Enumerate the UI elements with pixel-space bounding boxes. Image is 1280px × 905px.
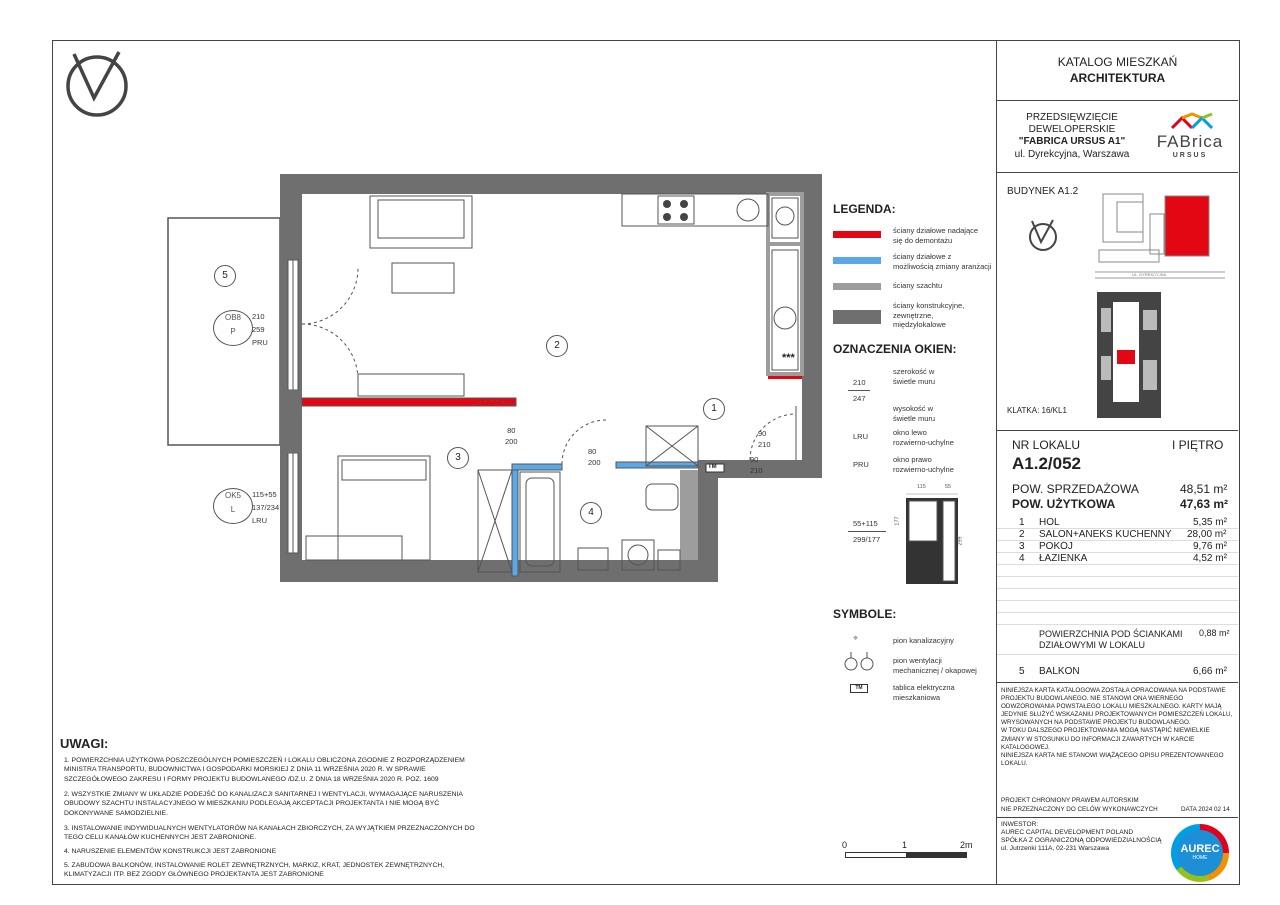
room-row: 1 <box>1019 517 1025 528</box>
fabrica-logo-text: FABrica <box>1156 132 1224 151</box>
door-dim-2 <box>588 446 601 468</box>
window-tag-1-open: PRU <box>252 338 268 347</box>
tm-label: TM <box>708 464 717 470</box>
divider <box>997 817 1238 818</box>
legend-text-1 <box>893 226 978 245</box>
divider <box>997 100 1238 101</box>
project-line1: PRZEDSIĘWZIĘCIE <box>1026 112 1118 123</box>
notes-title: UWAGI: <box>60 736 109 751</box>
aurec-logo-text: AUREC <box>1180 843 1220 855</box>
balcony-area: 6,66 m² <box>1193 666 1227 677</box>
aurec-logo-sub: HOME <box>1192 855 1208 861</box>
room-row: HOL <box>1039 517 1060 528</box>
legend-line: okno prawo <box>893 455 932 464</box>
door-w: 80 <box>507 426 516 435</box>
door-w: 80 <box>588 447 597 456</box>
sample-height: 247 <box>853 394 866 403</box>
ventilation-icon <box>839 650 879 674</box>
room-number-4: 4 <box>580 502 602 524</box>
note-3: 3. INSTALOWANIE INDYWIDUALNYCH WENTYLATORÓW NA KANAŁACH ZBIORCZYCH, ZA WYJĄTKIEM PRZEZNACZONYCH DO TEGO CELU KANAŁÓW KUCHENNYCH JEST ZABRONIONE. <box>64 825 475 842</box>
legend-line: rozwierno-uchylne <box>893 437 954 447</box>
window-elevation-icon <box>900 486 980 590</box>
legend-swatch-shaft <box>833 283 881 290</box>
project-line4: ul. Dyrekcyjna, Warszawa <box>1014 149 1130 160</box>
sale-area-value: 48,51 m² <box>1180 482 1228 496</box>
electric-panel-icon: TM <box>850 684 868 693</box>
investor-label: INWESTOR: <box>1001 821 1039 828</box>
floor-key-plan <box>1093 290 1165 420</box>
legend-line: szerokość w <box>893 367 935 376</box>
door-h: 200 <box>588 458 601 467</box>
building-label: BUDYNEK A1.2 <box>1007 186 1079 197</box>
window-dim-299: 299 <box>957 536 964 546</box>
copyright-1: PROJEKT CHRONIONY PRAWEM AUTORSKIM <box>1001 797 1139 804</box>
divider <box>997 682 1238 683</box>
balcony-name: BALKON <box>1039 666 1080 677</box>
investor-line2: SPÓŁKA Z OGRANICZONĄ ODPOWIEDZIALNOŚCIĄ <box>1001 837 1162 844</box>
divider <box>997 430 1238 431</box>
door-w: 90 <box>758 429 767 438</box>
room-row: 5,35 m² <box>1193 517 1227 528</box>
partition-label-1: POWIERZCHNIA POD ŚCIANKAMI <box>1039 629 1183 639</box>
note-5: 5. ZABUDOWA BALKONÓW, INSTALOWANIE ROLET ZEWNĘTRZNYCH, MARKIZ, KRAT, JEDNOSTEK ZEWNĘTRZNYCH, KLIMATYZACJI ITP. BEZ ZGODY GŁÓWNEGO PROJEKTANTA JEST ZABRONIONE <box>64 862 445 879</box>
legend-line: świetle muru <box>893 376 936 386</box>
project-line2: DEWELOPERSKIE <box>1028 124 1116 135</box>
legend-text-3: ściany szachtu <box>893 281 943 290</box>
note-4: 4. NARUSZENIE ELEMENTÓW KONSTRUKCJI JEST ZABRONIONE <box>64 848 277 855</box>
legend-line: możliwością zmiany aranżacji <box>893 261 992 271</box>
door-h: 210 <box>750 466 763 475</box>
room-number-3: 3 <box>447 447 469 469</box>
legend-line: okno lewo <box>893 428 927 437</box>
street-label: UL. DYREKCYJNA <box>1132 272 1167 277</box>
room-number-5: 5 <box>214 265 236 287</box>
sample-width: 210 <box>853 378 866 387</box>
scale-2: 2m <box>960 840 973 850</box>
investor-line1: AUREC CAPITAL DEVELOPMENT POLAND <box>1001 829 1134 836</box>
room-row: 4,52 m² <box>1193 553 1227 564</box>
legend-line: ściany konstrukcyjne, <box>893 301 965 310</box>
disclaimer-line: WRYSOWANYCH NA PODSTAWIE PROJEKTU BUDOWLANEGO. <box>1001 719 1191 727</box>
unit-nr-label: NR LOKALU <box>1012 438 1081 452</box>
legend-line: zewnętrzne, <box>893 310 934 320</box>
door-h: 200 <box>505 437 518 446</box>
window-tag-type: L <box>230 505 236 514</box>
legend-line: mieszkaniowa <box>893 692 941 702</box>
investor-line3: ul. Jutrzenki 111A, 02-231 Warszawa <box>1001 845 1109 852</box>
project-line3: "FABRICA URSUS A1" <box>1018 136 1126 147</box>
compass-logo-icon <box>64 48 134 118</box>
fabrica-logo-icon <box>1167 112 1217 132</box>
sample-divider <box>848 390 870 391</box>
disclaimer <box>1001 687 1237 768</box>
disclaimer-line: LOKALU. <box>1001 759 1028 767</box>
legend-title: LEGENDA: <box>833 202 896 216</box>
aurec-logo-icon <box>1171 824 1229 882</box>
disclaimer-line: PROJEKTU BUDOWLANEGO. NIE STANOWI ONA WIERNEGO <box>1001 695 1184 703</box>
note-2: 2. WSZYSTKIE ZMIANY W UKŁADZIE PODEJŚĆ DO KANALIZACJI SANITARNEJ I WENTYLACJI, WYMAGAJĄCE NARUSZENIA OBUDOWY SZACHTU INSTALACYJNEGO W MIESZKANIU PODLEGAJĄ AKCEPTACJI PROJEKTANTA I NIE MOGĄ BYĆ DOKONYWANE SAMODZIELNIE. <box>64 791 463 817</box>
room-row: POKÓJ <box>1039 541 1073 552</box>
symbols-title: SYMBOLE: <box>833 607 897 621</box>
door-w: 90 <box>750 455 759 464</box>
legend-swatch-structural <box>833 310 881 324</box>
unit-floor: I PIĘTRO <box>1172 438 1224 452</box>
disclaimer-line: ODWZOROWANIA POWSTAŁEGO LOKALU MIESZKALNEGO. KARTY MAJĄ <box>1001 703 1222 711</box>
room-row: 28,00 m² <box>1187 529 1227 540</box>
sale-area-label: POW. SPRZEDAŻOWA <box>1012 482 1139 496</box>
window-tag-1 <box>213 310 253 346</box>
legend-text-4 <box>893 301 964 330</box>
pru-code: PRU <box>853 460 869 469</box>
room-row: 9,76 m² <box>1193 541 1227 552</box>
partition-value: 0,88 m² <box>1199 628 1230 638</box>
room-row: 3 <box>1019 541 1025 552</box>
window-tag-1-h: 259 <box>252 325 265 334</box>
partition-label-2: DZIAŁOWYMI W LOKALU <box>1039 640 1146 650</box>
lru-code: LRU <box>853 432 869 441</box>
window-dim-177: 177 <box>894 516 901 526</box>
legend-line: ściany działowe nadające <box>893 226 979 235</box>
room-number-2: 2 <box>546 335 568 357</box>
legend-line: tablica elektryczna <box>893 683 955 692</box>
drain-pipe-icon: ⌖ <box>853 633 859 643</box>
disclaimer-line: KATALOGOWEJ. <box>1001 743 1050 751</box>
note-1: 1. POWIERZCHNIA UŻYTKOWA POSZCZEGÓLNYCH POMIESZCZEŃ I LOKALU OBLICZONA ZGODNIE Z ROZPORZĄDZENIEM MINISTRA TRANSPORTU, BUDOWNICTWA I GOSPODARKI MORSKIEJ Z DNIA 11 WRZEŚNIA 2020 R. W SPRAWIE SZCZEGÓŁOWEGO ZAKRESU I FORMY PROJEKTU BUDOWLANEGO /DZ.U. Z DNIA 18 WRZEŚNIA 2020 R. POZ. 1609 <box>64 757 465 783</box>
room-row: ŁAZIENKA <box>1039 553 1088 564</box>
window-dim-115: 115 <box>917 484 926 490</box>
right-panel <box>997 40 1240 885</box>
door-dim-3 <box>758 428 771 450</box>
pru-label <box>893 455 954 474</box>
window-tag-2-open: LRU <box>252 516 268 525</box>
scale-0: 0 <box>842 840 848 850</box>
door-dim-1 <box>505 425 518 447</box>
window-tag-2-w: 115+55 <box>252 490 277 499</box>
legend-line: rozwierno-uchylne <box>893 464 954 474</box>
scale-1: 1 <box>902 840 908 850</box>
symbol-text-3 <box>893 683 955 702</box>
legend-line: ściany działowe z <box>893 252 952 261</box>
door-dim-4 <box>750 454 763 476</box>
compass-small-icon <box>1027 218 1061 252</box>
door-h: 210 <box>758 440 771 449</box>
window-tag-1-w: 210 <box>252 312 265 321</box>
height-label <box>893 404 935 423</box>
disclaimer-line: NINIEJSZA KARTA KATALOGOWA ZOSTAŁA OPRACOWANA NA PODSTAWIE <box>1001 687 1226 694</box>
window-dims-2: 299/177 <box>853 535 881 544</box>
usable-area-label: POW. UŻYTKOWA <box>1012 497 1116 511</box>
floor-plan <box>160 170 840 590</box>
disclaimer-line: NINIEJSZA KARTA NIE STANOWI WIĄŻĄCEGO OPISU PREZENTOWANEGO <box>1001 751 1224 759</box>
window-dims-1: 55+115 <box>853 519 878 528</box>
usable-area-value: 47,63 m² <box>1180 497 1229 511</box>
date: DATA 2024 02 14 <box>1181 806 1230 813</box>
room-row: 4 <box>1019 553 1025 564</box>
windows-legend-title: OZNACZENIA OKIEN: <box>833 342 957 356</box>
disclaimer-line: ZMIANY W STOSUNKU DO INFORMACJI ZAWARTYCH W KARCIE <box>1001 735 1195 743</box>
disclaimer-line: JEDYNIE SŁUŻYĆ WSKAZANIU PROJEKTOWANYCH POMIESZCZEŃ LOKALU, <box>1001 711 1233 719</box>
legend-line: pion wentylacji <box>893 656 942 665</box>
window-dim-55: 55 <box>945 484 952 490</box>
window-dims-divider <box>848 531 886 532</box>
width-label <box>893 367 935 386</box>
legend-text-2 <box>893 252 991 271</box>
site-plan <box>1095 190 1225 295</box>
disclaimer-line: W TOKU DALSZEGO PROJEKTOWANIA MOGĄ NASTĄPIĆ NIEWIELKIE <box>1001 727 1210 735</box>
demountable-wall <box>302 398 516 406</box>
unit-number: A1.2/052 <box>1012 454 1081 473</box>
staircase-label: KLATKA: 16/KL1 <box>1007 406 1067 415</box>
catalog-subtitle: ARCHITEKTURA <box>1069 71 1166 85</box>
catalog-title: KATALOG MIESZKAŃ <box>1057 55 1178 69</box>
fabrica-logo-sub: URSUS <box>1172 152 1208 159</box>
room-row: SALON+ANEKS KUCHENNY <box>1039 529 1172 540</box>
legend-swatch-red <box>833 231 881 238</box>
copyright-2: NIE PRZEZNACZONY DO CELÓW WYKONAWCZYCH <box>1001 806 1158 813</box>
window-tag-code: OB8 <box>224 313 241 322</box>
legend-line: międzylokalowe <box>893 320 946 329</box>
legend-line: wysokość w <box>893 404 934 413</box>
window-tag-2 <box>213 488 253 524</box>
balcony-no: 5 <box>1019 666 1025 677</box>
window-tag-2-h: 137/234 <box>252 503 280 512</box>
shaft-mark: *** <box>782 352 795 364</box>
symbol-text-2 <box>893 656 977 675</box>
window-tag-code: OK5 <box>224 491 241 500</box>
legend-line: się do demontażu <box>893 235 953 245</box>
room-number-1: 1 <box>703 398 725 420</box>
legend-swatch-blue <box>833 257 881 264</box>
symbol-text-1: pion kanalizacyjny <box>893 636 954 645</box>
legend-line: mechanicznej / okapowej <box>893 665 977 675</box>
room-row: 2 <box>1019 529 1025 540</box>
divider <box>997 172 1238 173</box>
scale-bar <box>845 852 967 858</box>
window-tag-type: P <box>230 327 236 336</box>
lru-label <box>893 428 954 447</box>
legend-line: świetle muru <box>893 413 936 423</box>
